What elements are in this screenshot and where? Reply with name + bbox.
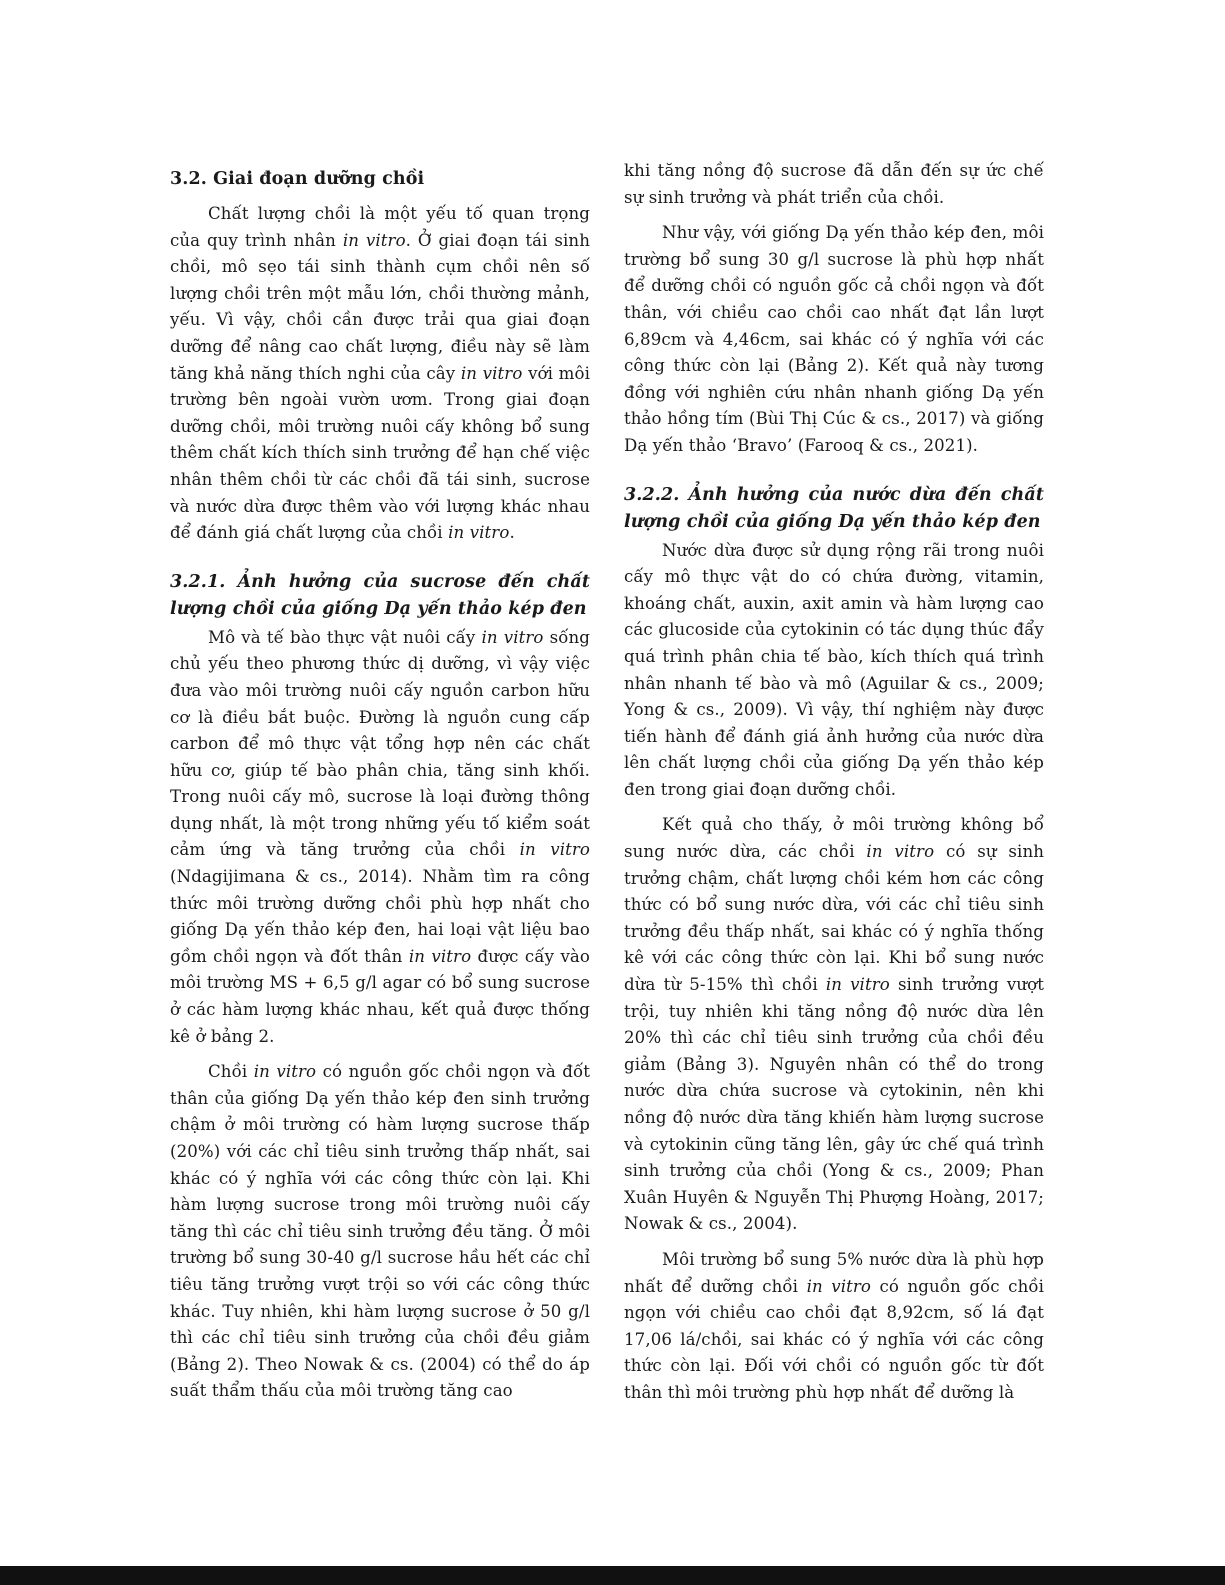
paragraph: khi tăng nồng độ sucrose đã dẫn đến sự ức chế sự sinh trưởng và phát triển của chồi.	[624, 161, 1044, 207]
bottom-edge-bar	[0, 1566, 1225, 1585]
paragraph: Chồi in vitro có nguồn gốc chồi ngọn và đốt thân của giống Dạ yến thảo kép đen sinh trưởng chậm ở môi trường có hàm lượng sucrose thấp (20%) với các chỉ tiêu sinh trưởng thấp nhất, sai khác có ý nghĩa với các công thức còn lại. Khi hàm lượng sucrose trong môi trường nuôi cấy tăng thì các chỉ tiêu sinh trưởng đều tăng. Ở môi trường bổ sung 30-40 g/l sucrose hầu hết các chỉ tiêu tăng trưởng vượt trội so với các công thức khác. Tuy nhiên, khi hàm lượng sucrose ở 50 g/l thì các chỉ tiêu sinh trưởng của chồi đều giảm (Bảng 2). Theo Nowak & cs. (2004) có thể do áp suất thẩm thấu của môi trường tăng cao	[170, 1062, 591, 1401]
subsection-title: 3.2.2. Ảnh hưởng của nước dừa đến chất lượng chồi của giống Dạ yến thảo kép đen	[624, 484, 1044, 532]
subsection-title: 3.2.1. Ảnh hưởng của sucrose đến chất lượng chồi của giống Dạ yến thảo kép đen	[170, 571, 590, 619]
right-column	[624, 158, 1044, 1416]
paragraph: Mô và tế bào thực vật nuôi cấy in vitro sống chủ yếu theo phương thức dị dưỡng, vì vậy việc đưa vào môi trường nuôi cấy nguồn carbon hữu cơ là điều bắt buộc. Đường là nguồn cung cấp carbon để mô thực vật tổng hợp nên các chất hữu cơ, giúp tế bào phân chia, tăng sinh khối. Trong nuôi cấy mô, sucrose là loại đường thông dụng nhất, là một trong những yếu tố kiểm soát cảm ứng và tăng trưởng của chồi in vitro (Ndagijimana & cs., 2014). Nhằm tìm ra công thức môi trường dưỡng chồi phù hợp nhất cho giống Dạ yến thảo kép đen, hai loại vật liệu bao gồm chồi ngọn và đốt thân in vitro được cấy vào môi trường MS + 6,5 g/l agar có bổ sung sucrose ở các hàm lượng khác nhau, kết quả được thống kê ở bảng 2.	[170, 627, 590, 1046]
left-column	[170, 158, 590, 1414]
paragraph: Như vậy, với giống Dạ yến thảo kép đen, môi trường bổ sung 30 g/l sucrose là phù hợp nhất để dưỡng chồi có nguồn gốc cả chồi ngọn và đốt thân, với chiều cao chồi cao nhất đạt lần lượt 6,89cm và 4,46cm, sai khác có ý nghĩa với các công thức còn lại (Bảng 2). Kết quả này tương đồng với nghiên cứu nhân nhanh giống Dạ yến thảo hồng tím (Bùi Thị Cúc & cs., 2017) và giống Dạ yến thảo ‘Bravo’ (Farooq & cs., 2021).	[624, 223, 1044, 455]
paragraph: Chất lượng chồi là một yếu tố quan trọng của quy trình nhân in vitro. Ở giai đoạn tái sinh chồi, mô sẹo tái sinh thành cụm chồi nên số lượng chồi trên một mẫu lớn, chồi thường mảnh, yếu. Vì vậy, chồi cần được trải qua giai đoạn dưỡng để nâng cao chất lượng, điều này sẽ làm tăng khả năng thích nghi của cây in vitro với môi trường bên ngoài vườn ươm. Trong giai đoạn dưỡng chồi, môi trường nuôi cấy không bổ sung thêm chất kích thích sinh trưởng để hạn chế việc nhân thêm chồi từ các chồi đã tái sinh, sucrose và nước dừa được thêm vào với lượng khác nhau để đánh giá chất lượng của chồi in vitro.	[170, 204, 591, 543]
paragraph: Kết quả cho thấy, ở môi trường không bổ sung nước dừa, các chồi in vitro có sự sinh trưởng chậm, chất lượng chồi kém hơn các công thức có bổ sung nước dừa, với các chỉ tiêu sinh trưởng đều thấp nhất, sai khác có ý nghĩa thống kê với các công thức còn lại. Khi bổ sung nước dừa từ 5-15% thì chồi in vitro sinh trưởng vượt trội, tuy nhiên khi tăng nồng độ nước dừa lên 20% thì các chỉ tiêu sinh trưởng của chồi đều giảm (Bảng 3). Nguyên nhân có thể do trong nước dừa chứa sucrose và cytokinin, nên khi nồng độ nước dừa tăng khiến hàm lượng sucrose và cytokinin cũng tăng lên, gây ức chế quá trình sinh trưởng của chồi (Yong & cs., 2009; Phan Xuân Huyên & Nguyễn Thị Phượng Hoàng, 2017; Nowak & cs., 2004).	[624, 815, 1045, 1234]
paragraph: Môi trường bổ sung 5% nước dừa là phù hợp nhất để dưỡng chồi in vitro có nguồn gốc chồi ngọn với chiều cao chồi đạt 8,92cm, số lá đạt 17,06 lá/chồi, sai khác có ý nghĩa với các công thức còn lại. Đối với chồi có nguồn gốc từ đốt thân thì môi trường phù hợp nhất để dưỡng là	[624, 1249, 1045, 1402]
paragraph: Nước dừa được sử dụng rộng rãi trong nuôi cấy mô thực vật do có chứa đường, vitamin, khoáng chất, auxin, axit amin và hàm lượng cao các glucoside của cytokinin có tác dụng thúc đẩy quá trình phân chia tế bào, kích thích quá trình nhân nhanh tế bào và mô (Aguilar & cs., 2009; Yong & cs., 2009). Vì vậy, thí nghiệm này được tiến hành để đánh giá ảnh hưởng của nước dừa lên chất lượng chồi của giống Dạ yến thảo kép đen trong giai đoạn dưỡng chồi.	[624, 540, 1044, 799]
section-title: 3.2. Giai đoạn dưỡng chồi	[170, 169, 425, 189]
